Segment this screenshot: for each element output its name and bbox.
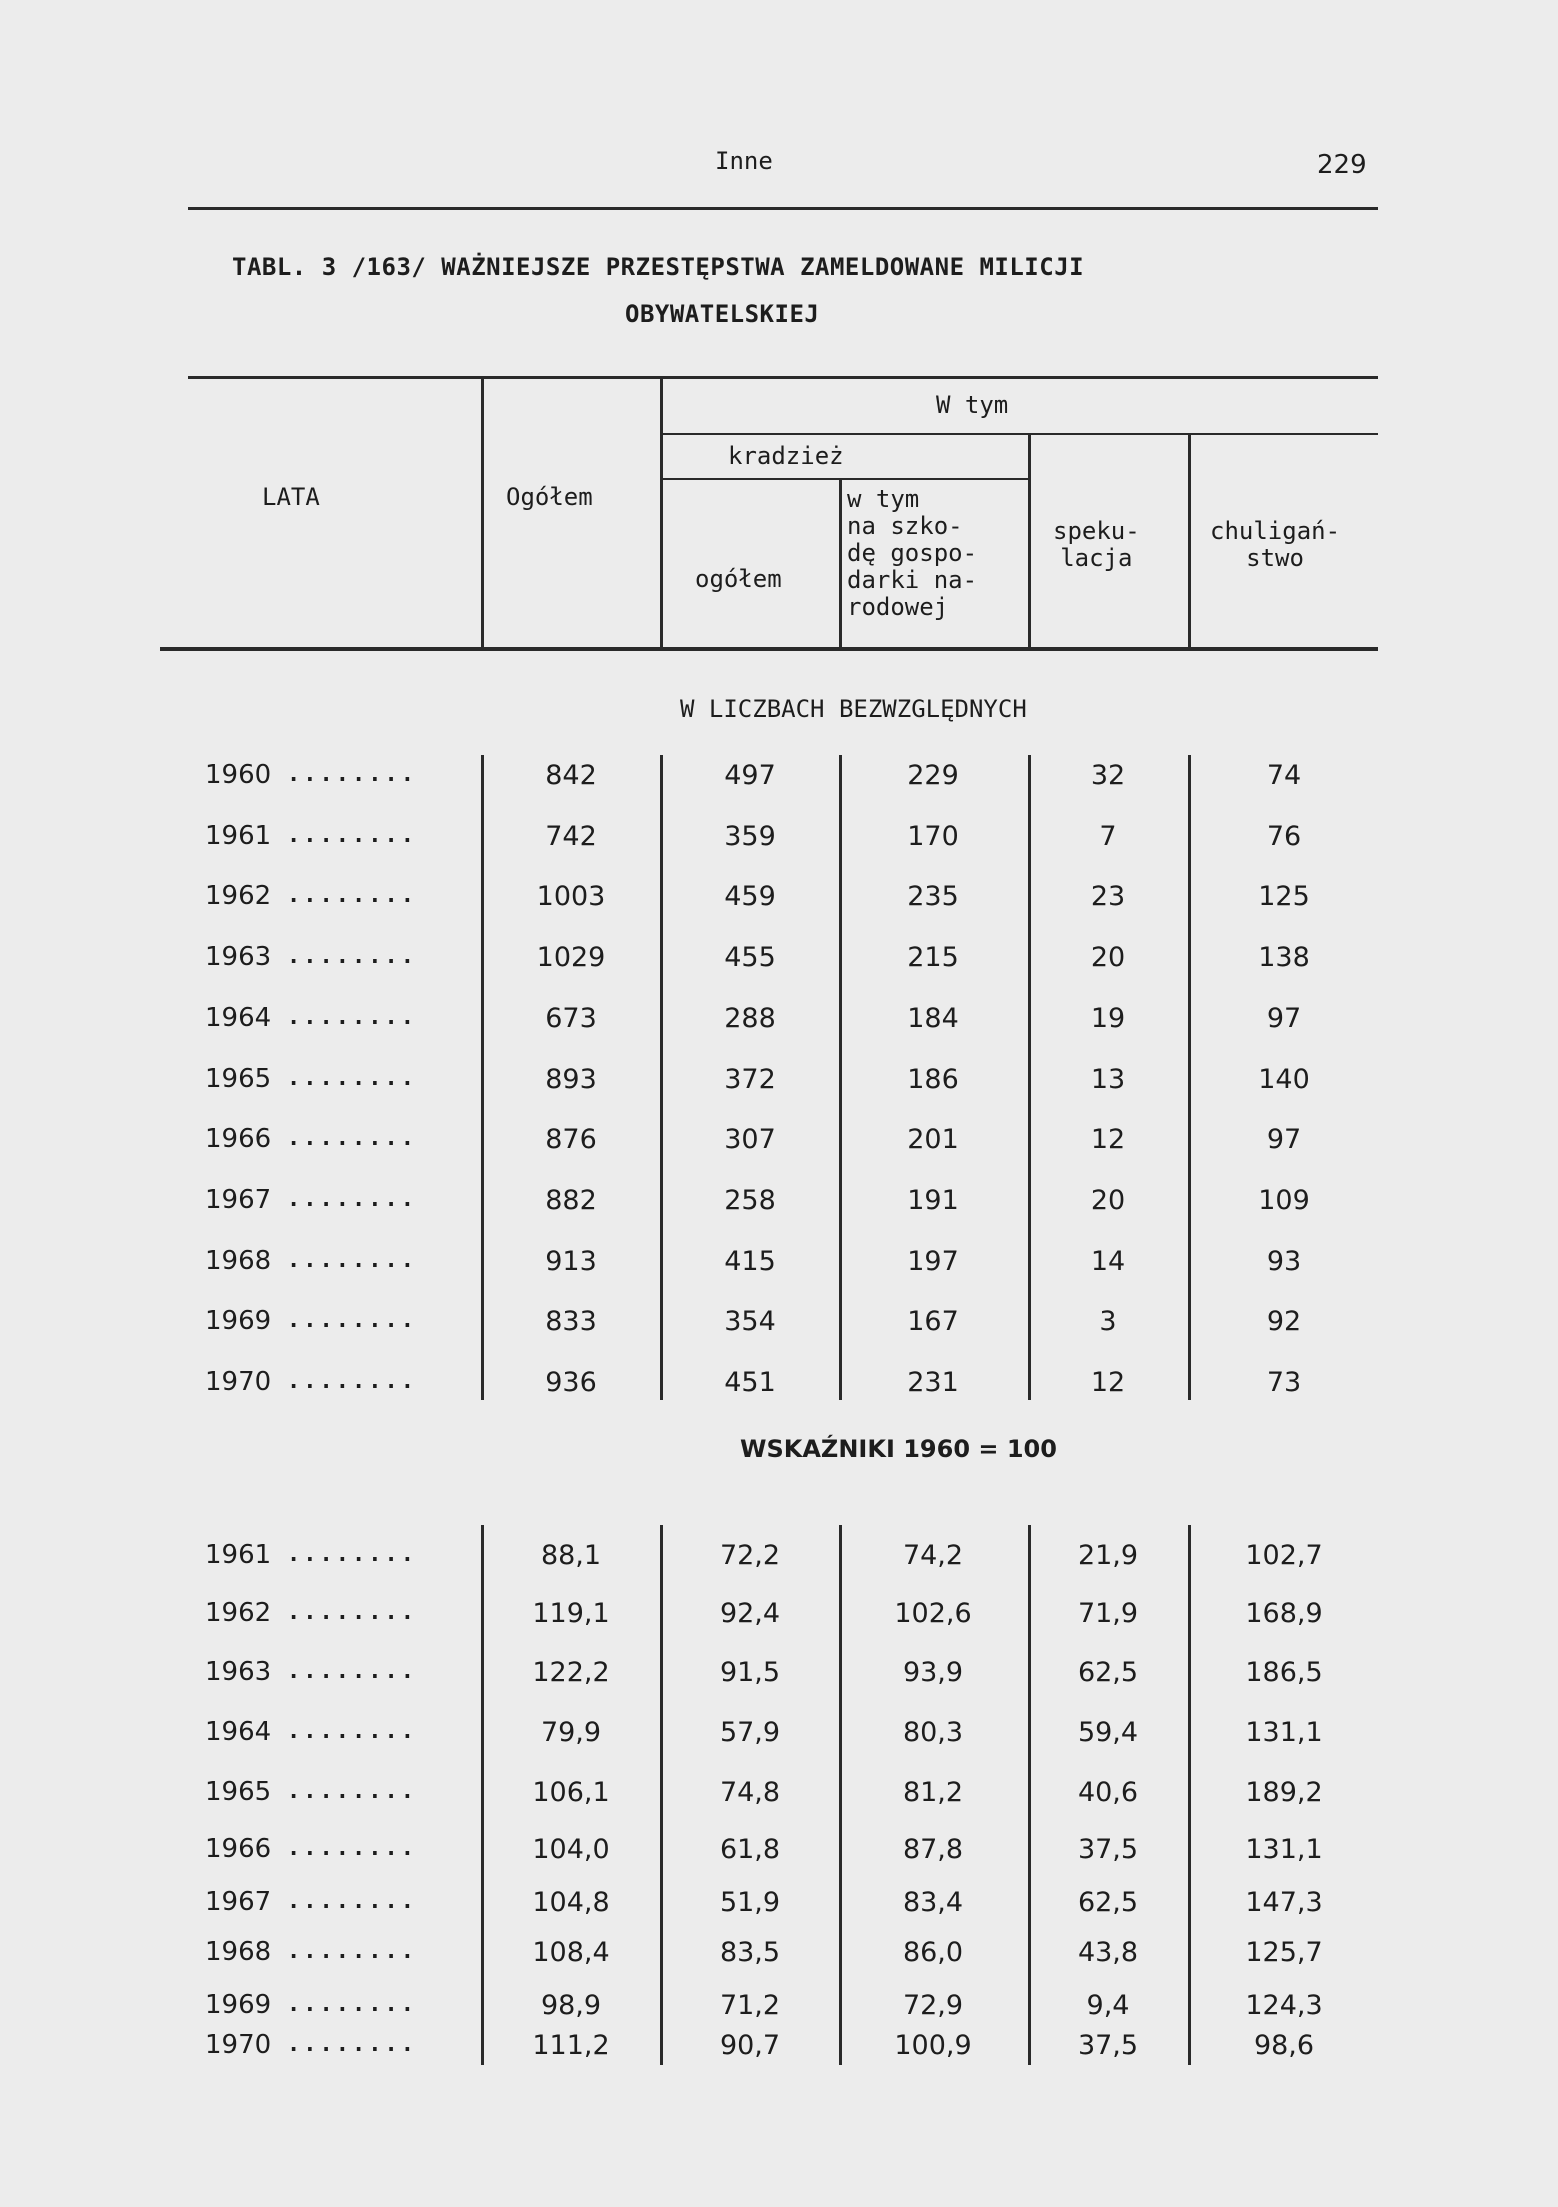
table-cell: 87,8 xyxy=(902,1834,964,1865)
table-cell: 59,4 xyxy=(1077,1717,1139,1748)
leader-dots: ........ xyxy=(287,944,417,970)
table-cell: 86,0 xyxy=(902,1937,964,1968)
table-cell: 288 xyxy=(724,1002,776,1034)
leader-dots: ........ xyxy=(287,1719,417,1744)
table-cell: 936 xyxy=(545,1367,597,1398)
table-cell: 12 xyxy=(1090,1124,1126,1156)
table-cell: 57,9 xyxy=(719,1717,781,1748)
table-cell: 102,6 xyxy=(894,1598,972,1629)
table-cell: 451 xyxy=(724,1367,776,1398)
table-cell: 184 xyxy=(907,1002,959,1034)
table-cell: 459 xyxy=(724,881,776,913)
leader-dots: ........ xyxy=(287,2032,417,2057)
table-cell: 201 xyxy=(907,1124,959,1156)
header-spekulacja xyxy=(1053,518,1140,572)
table-cell: 111,2 xyxy=(532,2030,610,2061)
page-number: 229 xyxy=(1317,150,1367,180)
row-year: 1960 xyxy=(205,760,272,790)
table-cell: 455 xyxy=(724,942,776,974)
table-cell: 913 xyxy=(545,1245,597,1277)
table-cell: 40,6 xyxy=(1077,1777,1139,1808)
row-year: 1965 xyxy=(205,1777,272,1807)
table-cell: 307 xyxy=(724,1124,776,1156)
leader-dots: ........ xyxy=(287,1004,417,1030)
header-vrule-2 xyxy=(660,378,663,648)
table-cell: 1029 xyxy=(536,942,606,974)
table-cell: 842 xyxy=(545,760,597,791)
row-year: 1969 xyxy=(205,1990,272,2020)
table-cell: 37,5 xyxy=(1077,2030,1139,2061)
table-cell: 415 xyxy=(724,1245,776,1277)
leader-dots: ........ xyxy=(287,1889,417,1914)
header-vrule-5 xyxy=(1188,435,1191,648)
leader-dots: ........ xyxy=(287,762,417,787)
table-cell: 186,5 xyxy=(1245,1657,1323,1688)
row-year: 1963 xyxy=(205,942,272,973)
table-cell: 74,2 xyxy=(902,1540,964,1571)
table-cell: 93 xyxy=(1266,1245,1302,1277)
table-cell: 7 xyxy=(1099,820,1117,852)
body-vrule xyxy=(1028,755,1031,1400)
table-cell: 147,3 xyxy=(1245,1887,1323,1918)
header-vrule-4 xyxy=(1028,435,1031,648)
table-cell: 231 xyxy=(907,1367,959,1398)
leader-dots: ........ xyxy=(287,822,417,848)
table-cell: 72,9 xyxy=(902,1990,964,2021)
table-cell: 79,9 xyxy=(540,1717,602,1748)
table-cell: 20 xyxy=(1090,942,1126,974)
table-cell: 893 xyxy=(545,1063,597,1095)
table-cell: 104,0 xyxy=(532,1834,610,1865)
table-cell: 876 xyxy=(545,1124,597,1156)
table-cell: 833 xyxy=(545,1306,597,1338)
table-cell: 74,8 xyxy=(719,1777,781,1808)
table-cell: 140 xyxy=(1258,1063,1310,1095)
row-year: 1962 xyxy=(205,1598,272,1628)
leader-dots: ........ xyxy=(287,1659,417,1684)
body-vrule xyxy=(839,1525,842,2065)
table-cell: 235 xyxy=(907,881,959,913)
table-cell: 14 xyxy=(1090,1245,1126,1277)
table-cell: 74 xyxy=(1266,760,1302,791)
header-bottom-rule xyxy=(160,647,1378,651)
table-cell: 167 xyxy=(907,1306,959,1338)
table-cell: 62,5 xyxy=(1077,1657,1139,1688)
row-year: 1961 xyxy=(205,820,272,851)
header-chuliganstwo-line: chuligań- xyxy=(1210,517,1341,545)
table-cell: 91,5 xyxy=(719,1657,781,1688)
table-title-line2: OBYWATELSKIEJ xyxy=(625,300,820,328)
body-vrule xyxy=(660,1525,663,2065)
table-cell: 32 xyxy=(1090,760,1126,791)
table-cell: 92 xyxy=(1266,1306,1302,1338)
table-cell: 83,4 xyxy=(902,1887,964,1918)
table-title-line1: TABL. 3 /163/ WAŻNIEJSZE PRZESTĘPSTWA ZAMELDOWANE MILICJI xyxy=(232,253,1085,281)
row-year: 1970 xyxy=(205,2030,272,2060)
body-vrule xyxy=(1028,1525,1031,2065)
header-vrule-1 xyxy=(481,378,484,648)
row-year: 1962 xyxy=(205,881,272,912)
table-cell: 673 xyxy=(545,1002,597,1034)
row-year: 1966 xyxy=(205,1834,272,1864)
table-cell: 106,1 xyxy=(532,1777,610,1808)
leader-dots: ........ xyxy=(287,1308,417,1334)
header-szkoda-line: darki na- xyxy=(847,566,978,594)
table-cell: 124,3 xyxy=(1245,1990,1323,2021)
leader-dots: ........ xyxy=(287,1126,417,1152)
table-cell: 108,4 xyxy=(532,1937,610,1968)
table-cell: 97 xyxy=(1266,1002,1302,1034)
leader-dots: ........ xyxy=(287,1992,417,2017)
header-w-tym: W tym xyxy=(936,391,1009,419)
header-spekulacja-line: speku- xyxy=(1053,517,1140,545)
body-vrule xyxy=(1188,1525,1191,2065)
table-cell: 497 xyxy=(724,760,776,791)
row-year: 1969 xyxy=(205,1306,272,1337)
header-lata: LATA xyxy=(262,483,320,511)
table-cell: 71,2 xyxy=(719,1990,781,2021)
header-szkoda-line: w tym xyxy=(847,485,920,513)
header-chuliganstwo xyxy=(1210,518,1340,572)
table-cell: 21,9 xyxy=(1077,1540,1139,1571)
row-year: 1970 xyxy=(205,1367,272,1397)
header-vrule-3 xyxy=(839,480,842,648)
header-chuliganstwo-line: stwo xyxy=(1246,544,1304,572)
table-cell: 83,5 xyxy=(719,1937,781,1968)
leader-dots: ........ xyxy=(287,1836,417,1861)
table-cell: 20 xyxy=(1090,1184,1126,1216)
table-cell: 98,9 xyxy=(540,1990,602,2021)
table-cell: 125,7 xyxy=(1245,1937,1323,1968)
kradziez-rule xyxy=(660,478,1028,480)
table-cell: 138 xyxy=(1258,942,1310,974)
running-head: Inne xyxy=(715,147,773,175)
table-cell: 122,2 xyxy=(532,1657,610,1688)
table-cell: 92,4 xyxy=(719,1598,781,1629)
table-cell: 215 xyxy=(907,942,959,974)
table-cell: 882 xyxy=(545,1184,597,1216)
table-cell: 119,1 xyxy=(532,1598,610,1629)
leader-dots: ........ xyxy=(287,1779,417,1804)
leader-dots: ........ xyxy=(287,883,417,909)
row-year: 1968 xyxy=(205,1245,272,1276)
row-year: 1961 xyxy=(205,1540,272,1570)
header-kradziez-ogolem: ogółem xyxy=(695,565,782,593)
table-cell: 100,9 xyxy=(894,2030,972,2061)
table-cell: 102,7 xyxy=(1245,1540,1323,1571)
table-cell: 97 xyxy=(1266,1124,1302,1156)
table-cell: 1003 xyxy=(536,881,606,913)
row-year: 1968 xyxy=(205,1937,272,1967)
header-rule xyxy=(188,207,1378,210)
w-tym-rule xyxy=(660,433,1378,435)
table-cell: 93,9 xyxy=(902,1657,964,1688)
table-cell: 258 xyxy=(724,1184,776,1216)
leader-dots: ........ xyxy=(287,1542,417,1567)
table-cell: 43,8 xyxy=(1077,1937,1139,1968)
table-cell: 189,2 xyxy=(1245,1777,1323,1808)
leader-dots: ........ xyxy=(287,1186,417,1212)
table-cell: 131,1 xyxy=(1245,1717,1323,1748)
table-cell: 80,3 xyxy=(902,1717,964,1748)
table-cell: 191 xyxy=(907,1184,959,1216)
table-cell: 131,1 xyxy=(1245,1834,1323,1865)
row-year: 1967 xyxy=(205,1887,272,1917)
table-cell: 186 xyxy=(907,1063,959,1095)
table-cell: 13 xyxy=(1090,1063,1126,1095)
row-year: 1964 xyxy=(205,1717,272,1747)
header-szkoda-line: rodowej xyxy=(847,593,949,621)
header-spekulacja-line: lacja xyxy=(1060,544,1133,572)
row-year: 1965 xyxy=(205,1063,272,1094)
table-cell: 72,2 xyxy=(719,1540,781,1571)
table-cell: 9,4 xyxy=(1086,1990,1130,2021)
table-cell: 109 xyxy=(1258,1184,1310,1216)
table-cell: 372 xyxy=(724,1063,776,1095)
row-year: 1967 xyxy=(205,1184,272,1215)
section-absolute-heading: W LICZBACH BEZWZGLĘDNYCH xyxy=(680,695,1027,723)
row-year: 1963 xyxy=(205,1657,272,1687)
row-year: 1964 xyxy=(205,1002,272,1033)
table-cell: 71,9 xyxy=(1077,1598,1139,1629)
table-cell: 197 xyxy=(907,1245,959,1277)
table-cell: 19 xyxy=(1090,1002,1126,1034)
section-index-heading: WSKAŹNIKI 1960 = 100 xyxy=(740,1435,1057,1463)
table-cell: 168,9 xyxy=(1245,1598,1323,1629)
header-szkoda xyxy=(847,486,977,621)
table-cell: 104,8 xyxy=(532,1887,610,1918)
table-cell: 359 xyxy=(724,820,776,852)
table-cell: 61,8 xyxy=(719,1834,781,1865)
table-cell: 3 xyxy=(1099,1306,1117,1338)
body-vrule xyxy=(481,1525,484,2065)
leader-dots: ........ xyxy=(287,1369,417,1394)
table-cell: 125 xyxy=(1258,881,1310,913)
body-vrule xyxy=(660,755,663,1400)
header-szkoda-line: dę gospo- xyxy=(847,539,978,567)
table-cell: 742 xyxy=(545,820,597,852)
table-cell: 170 xyxy=(907,820,959,852)
table-cell: 88,1 xyxy=(540,1540,602,1571)
table-cell: 354 xyxy=(724,1306,776,1338)
header-szkoda-line: na szko- xyxy=(847,512,963,540)
body-vrule xyxy=(1188,755,1191,1400)
leader-dots: ........ xyxy=(287,1247,417,1273)
table-cell: 23 xyxy=(1090,881,1126,913)
leader-dots: ........ xyxy=(287,1600,417,1625)
table-cell: 12 xyxy=(1090,1367,1126,1398)
table-cell: 76 xyxy=(1266,820,1302,852)
table-cell: 90,7 xyxy=(719,2030,781,2061)
table-cell: 229 xyxy=(907,760,959,791)
leader-dots: ........ xyxy=(287,1065,417,1091)
header-ogolem: Ogółem xyxy=(506,483,593,511)
header-kradziez: kradzież xyxy=(728,442,844,470)
body-vrule xyxy=(481,755,484,1400)
table-cell: 37,5 xyxy=(1077,1834,1139,1865)
header-top-rule xyxy=(188,376,1378,379)
table-cell: 62,5 xyxy=(1077,1887,1139,1918)
table-cell: 98,6 xyxy=(1253,2030,1315,2061)
table-cell: 51,9 xyxy=(719,1887,781,1918)
table-cell: 81,2 xyxy=(902,1777,964,1808)
leader-dots: ........ xyxy=(287,1939,417,1964)
body-vrule xyxy=(839,755,842,1400)
row-year: 1966 xyxy=(205,1124,272,1155)
table-cell: 73 xyxy=(1266,1367,1302,1398)
